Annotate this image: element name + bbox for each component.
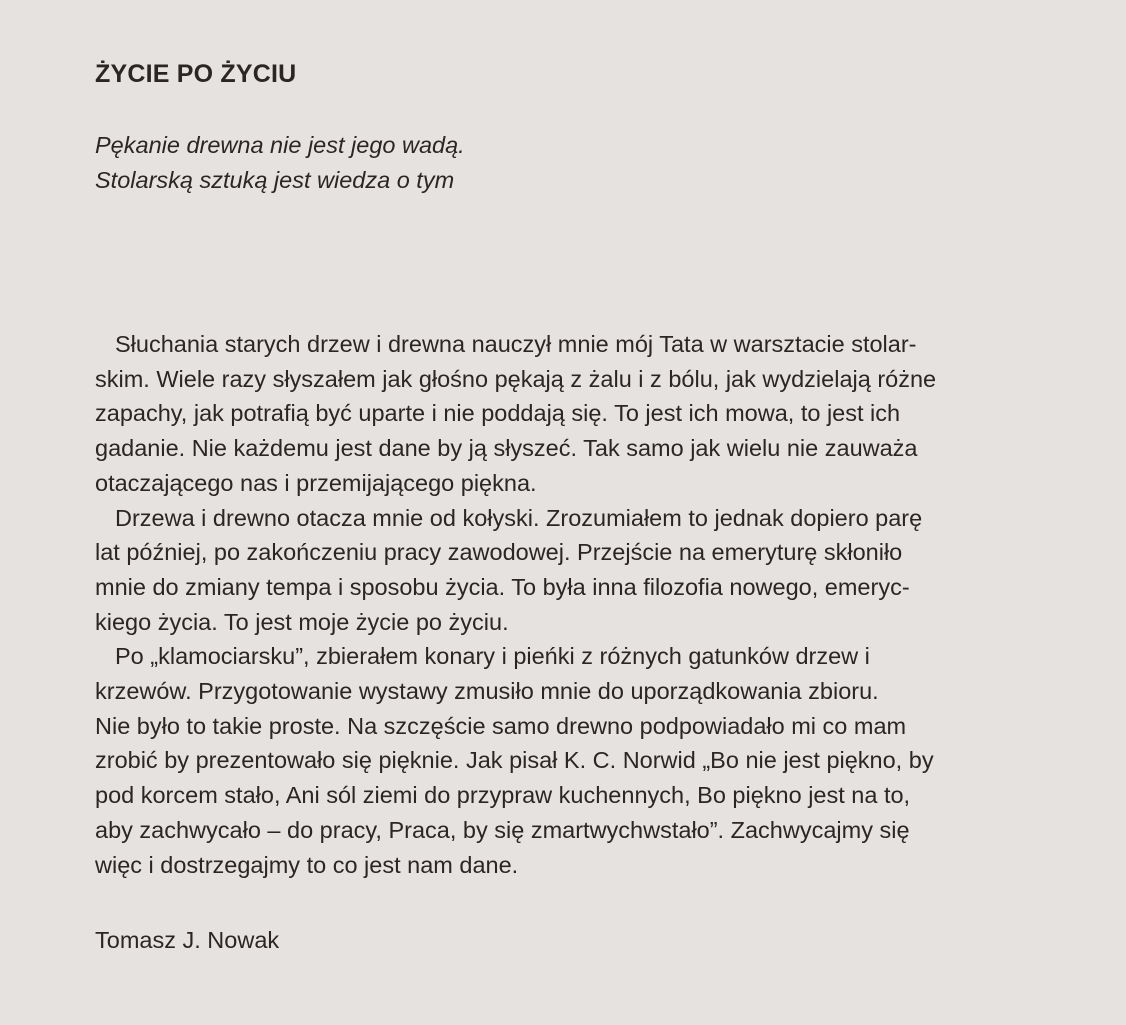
document-title: ŻYCIE PO ŻYCIU bbox=[95, 60, 297, 88]
body-line: pod korcem stało, Ani sól ziemi do przypraw kuchennych, Bo piękno jest na to, bbox=[95, 782, 911, 809]
body-line: krzewów. Przygotowanie wystawy zmusiło mnie do uporządkowania zbioru. bbox=[95, 678, 879, 705]
body-line: aby zachwycało – do pracy, Praca, by się zmartwychwstało”. Zachwycajmy się bbox=[95, 816, 910, 843]
body-line: Drzewa i drewno otacza mnie od kołyski. Zrozumiałem to jednak dopiero parę bbox=[115, 504, 923, 531]
epigraph bbox=[95, 128, 465, 198]
author-signature: Tomasz J. Nowak bbox=[95, 927, 280, 953]
body-text bbox=[95, 327, 1075, 882]
document-page bbox=[95, 0, 1085, 1025]
body-line: kiego życia. To jest moje życie po życiu. bbox=[95, 608, 509, 635]
epigraph-line: Stolarską sztuką jest wiedza o tym bbox=[95, 167, 455, 193]
body-line: gadanie. Nie każdemu jest dane by ją słyszeć. Tak samo jak wielu nie zauważa bbox=[95, 435, 918, 462]
body-line: więc i dostrzegajmy to co jest nam dane. bbox=[95, 851, 519, 878]
body-line: Nie było to takie proste. Na szczęście samo drewno podpowiadało mi co mam bbox=[95, 712, 907, 739]
body-line: otaczającego nas i przemijającego piękna. bbox=[95, 469, 537, 496]
body-line: skim. Wiele razy słyszałem jak głośno pękają z żalu i z bólu, jak wydzielają różne bbox=[95, 365, 937, 392]
body-line: mnie do zmiany tempa i sposobu życia. To była inna filozofia nowego, emeryc- bbox=[95, 573, 910, 600]
epigraph-line: Pękanie drewna nie jest jego wadą. bbox=[95, 132, 465, 158]
body-line: Słuchania starych drzew i drewna nauczył mnie mój Tata w warsztacie stolar- bbox=[115, 331, 917, 357]
body-line: zrobić by prezentowało się pięknie. Jak pisał K. C. Norwid „Bo nie jest piękno, by bbox=[95, 747, 934, 774]
body-line: zapachy, jak potrafią być uparte i nie poddają się. To jest ich mowa, to jest ich bbox=[95, 400, 901, 427]
body-line: Po „klamociarsku”, zbierałem konary i pieńki z różnych gatunków drzew i bbox=[115, 643, 870, 670]
body-line: lat później, po zakończeniu pracy zawodowej. Przejście na emeryturę skłoniło bbox=[95, 539, 903, 566]
